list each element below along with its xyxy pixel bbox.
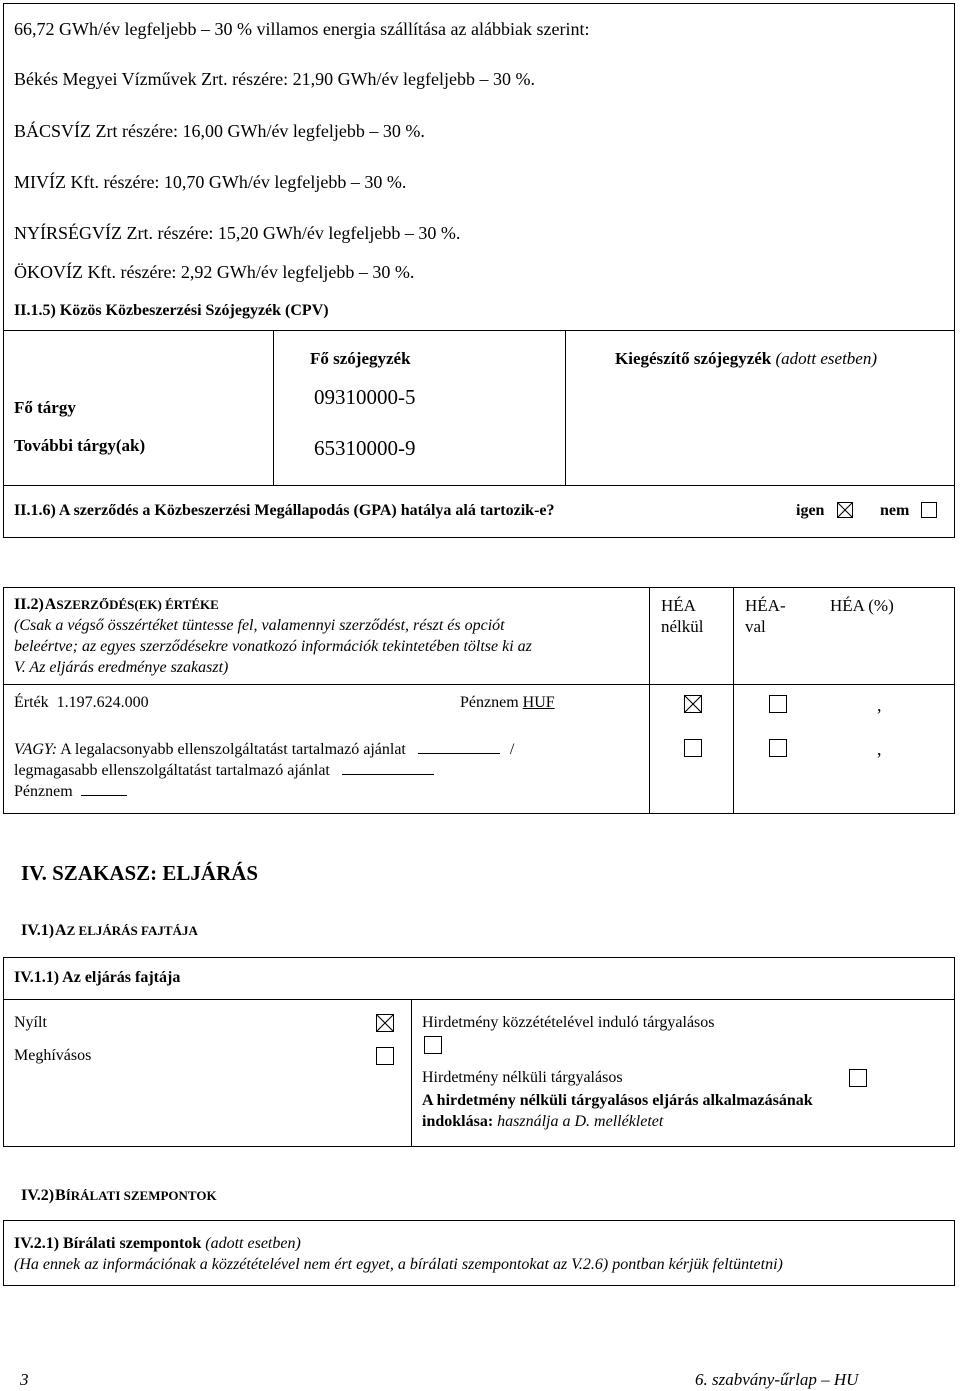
quantity-line-bacsviz: BÁCSVÍZ Zrt részére: 16,00 GWh/év legfeljebb – 30 %. — [14, 121, 425, 141]
quantity-line-bekes: Békés Megyei Vízművek Zrt. részére: 21,90 GWh/év legfeljebb – 30 %. — [14, 69, 536, 89]
cpv-col-divider-2 — [565, 331, 566, 486]
iv21-box — [3, 1220, 955, 1286]
value-penznem-currency: HUF — [522, 694, 555, 711]
value-top-line — [3, 587, 955, 588]
value-ertek-label: Érték — [14, 694, 49, 711]
footer-page-number: 3 — [20, 1370, 29, 1389]
iv21-instructions: (Ha ennek az információnak a közzétételével nem ért egyet, a bírálati szempontokat az V.2.6) pontban kérjük feltüntetni) — [14, 1256, 783, 1273]
cpv-col-supp-label: Kiegészítő szójegyzék — [615, 349, 772, 368]
procedure-neg-notice-label: Hirdetmény közzétételével induló tárgyalásos — [422, 1014, 715, 1031]
section4-title: IV. SZAKASZ: ELJÁRÁS — [21, 861, 259, 885]
value-col-hea-pct: HÉA (%) — [830, 596, 894, 615]
value-col-heaval-1: HÉA- — [745, 596, 786, 615]
procedure-open-checkbox[interactable] — [376, 1014, 394, 1032]
value-penznem-label: Pénznem — [460, 694, 519, 711]
value-col-hea-1: HÉA — [661, 596, 696, 615]
value-row2-with-vat-checkbox[interactable] — [769, 739, 787, 757]
iv2-num: IV.2) — [21, 1187, 55, 1204]
iv11-heading: IV.1.1) Az eljárás fajtája — [14, 969, 181, 986]
cpv-col-supp — [615, 349, 877, 369]
value-col-divider-1 — [649, 587, 650, 814]
procedure-justification-1: A hirdetmény nélküli tárgyalásos eljárás alkalmazásának — [422, 1092, 813, 1109]
gpa-no-checkbox[interactable] — [921, 502, 937, 518]
iv1-num: IV.1) — [21, 922, 55, 939]
quantity-line-okoviz: ÖKOVÍZ Kft. részére: 2,92 GWh/év legfeljebb – 30 %. — [14, 262, 415, 282]
value-penznem — [460, 694, 555, 712]
gpa-yes-checkbox[interactable] — [837, 502, 853, 518]
procedure-open-label: Nyílt — [14, 1014, 47, 1031]
procedure-restricted-label: Meghívásos — [14, 1047, 92, 1064]
cpv-col-divider-1 — [273, 331, 274, 486]
value-ertek — [14, 694, 149, 712]
gpa-yes-label: igen — [796, 502, 825, 519]
value-slash: / — [509, 741, 515, 758]
value-row2-vat-comma: , — [877, 739, 882, 759]
iv2-rest: ÍRÁLATI SZEMPONTOK — [65, 1188, 217, 1203]
procedure-restricted-checkbox[interactable] — [376, 1047, 394, 1065]
procedure-neg-no-notice-label: Hirdetmény nélküli tárgyalásos — [422, 1069, 623, 1086]
iv21-label: IV.2.1) Bírálati szempontok — [14, 1235, 202, 1252]
procedure-justification-label: indoklása: — [422, 1113, 494, 1130]
iv11-col-divider — [411, 999, 412, 1147]
cpv-row-other-code: 65310000-9 — [314, 436, 416, 460]
procedure-justification-note: használja a D. mellékletet — [497, 1113, 664, 1130]
procedure-neg-no-notice-checkbox[interactable] — [849, 1069, 867, 1087]
cpv-col-main: Fő szójegyzék — [310, 349, 411, 368]
value-row1-without-vat-checkbox[interactable] — [684, 695, 702, 713]
iv1-rest: Z ELJÁRÁS FAJTÁJA — [66, 923, 198, 938]
value-note-1: (Csak a végső összértéket tüntesse fel, valamennyi szerződést, részt és opciót — [14, 617, 505, 634]
value-penznem-line-2 — [14, 781, 127, 801]
value-heading-num: II.2) — [14, 596, 44, 613]
value-heading — [14, 596, 219, 614]
iv2-heading — [21, 1187, 217, 1205]
value-ertek-amount: 1.197.624.000 — [56, 694, 149, 711]
cpv-row-main-label: Fő tárgy — [14, 398, 76, 417]
quantity-line-nyirsegviz: NYÍRSÉGVÍZ Zrt. részére: 15,20 GWh/év legfeljebb – 30 %. — [14, 223, 461, 243]
value-heading-rest: SZERZŐDÉS(EK) ÉRTÉKE — [56, 597, 219, 612]
cpv-heading: II.1.5) Közös Közbeszerzési Szójegyzék (CPV) — [14, 302, 329, 319]
value-max-text: legmagasabb ellenszolgáltatást tartalmazó ajánlat — [14, 762, 330, 779]
gpa-no-label: nem — [880, 502, 910, 519]
value-row2-without-vat-checkbox[interactable] — [684, 739, 702, 757]
quantity-line-miviz: MIVÍZ Kft. részére: 10,70 GWh/év legfeljebb – 30 %. — [14, 172, 407, 192]
value-col-divider-2 — [733, 587, 734, 814]
value-col-heaval-2: val — [745, 617, 766, 636]
procedure-justification-2 — [422, 1113, 663, 1131]
iv11-divider — [3, 999, 955, 1000]
procedure-neg-notice-checkbox[interactable] — [424, 1036, 442, 1054]
value-vagy-text: A legalacsonyabb ellenszolgáltatást tartalmazó ajánlat — [60, 741, 406, 758]
value-row1-with-vat-checkbox[interactable] — [769, 695, 787, 713]
iv1-a: A — [55, 922, 67, 939]
value-note-2: beleértve; az egyes szerződésekre vonatkozó információk tekintetében töltse ki az — [14, 638, 532, 655]
value-vagy-line — [14, 739, 514, 759]
iv1-heading — [21, 922, 198, 940]
iv21-note: (adott esetben) — [205, 1235, 301, 1252]
value-max-blank[interactable] — [342, 760, 434, 775]
value-penznem-blank[interactable] — [81, 781, 127, 796]
cpv-col-supp-note: (adott esetben) — [775, 349, 877, 368]
value-max-line — [14, 760, 434, 780]
value-row-divider — [3, 684, 955, 685]
value-vagy-label: VAGY: — [14, 741, 58, 758]
cpv-row-main-code: 09310000-5 — [314, 385, 416, 409]
value-note-3: V. Az eljárás eredménye szakaszt) — [14, 659, 229, 676]
value-min-blank[interactable] — [418, 739, 500, 754]
quantity-intro: 66,72 GWh/év legfeljebb – 30 % villamos energia szállítása az alábbiak szerint: — [14, 19, 590, 39]
value-row1-vat-comma: , — [877, 695, 882, 715]
iv2-b: B — [55, 1187, 66, 1204]
footer-form-name: 6. szabvány-űrlap – HU — [695, 1370, 859, 1389]
value-heading-a: A — [44, 596, 57, 613]
value-col-hea-2: nélkül — [661, 617, 704, 636]
value-penznem-label-2: Pénznem — [14, 783, 73, 800]
iv21-heading — [14, 1235, 301, 1253]
gpa-question: II.1.6) A szerződés a Közbeszerzési Megállapodás (GPA) hatálya alá tartozik-e? — [14, 502, 555, 519]
cpv-row-other-label: További tárgy(ak) — [14, 436, 146, 455]
